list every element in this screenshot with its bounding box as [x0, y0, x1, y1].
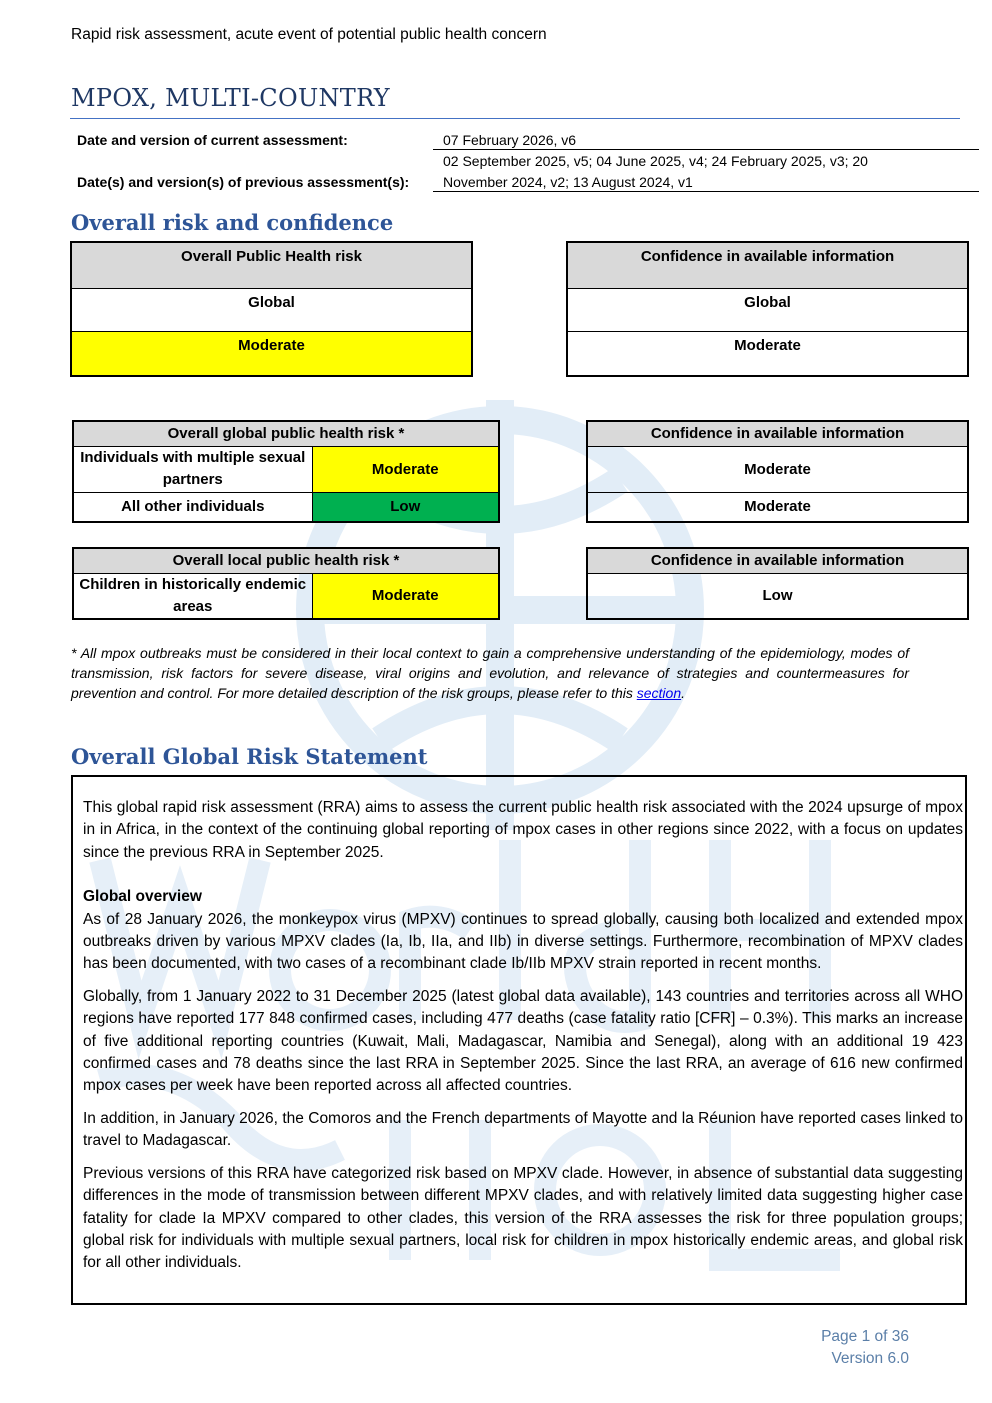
section-link[interactable]: section	[636, 685, 682, 701]
global-risk-statement-heading: Overall Global Risk Statement	[71, 744, 428, 769]
statement-paragraph: Globally, from 1 January 2022 to 31 December 2025 (latest global data available), 143 countries and territories across all WHO regions have reported 177 848 confirmed cases, including 477 deaths (case fatality ratio [CFR] – 0.3%). This marks an increase of five additional reporting countries (Kuwait, Mali, Madagascar, Namibia and Senegal), along with an additional 19 423 confirmed cases and 78 deaths since the last RRA in September 2025. Since the last RRA, an average of 616 new confirmed mpox cases per week have been reported across all affected countries.	[83, 987, 963, 1095]
footnote-text: * All mpox outbreaks must be considered in their local context to gain a comprehensive understanding of the epidemiology, modes of transmission, risk factors for severe disease, viral origins and evolution, and relevance of strategies and countermeasures for prevention and control. For more detailed description of the risk groups, please refer to this	[71, 645, 909, 701]
risk-level-cell: Moderate	[312, 446, 499, 492]
previous-assessment-label: Date(s) and version(s) of previous assessment(s):	[77, 174, 410, 190]
global-risk-header: Overall global public health risk *	[73, 421, 499, 446]
global-risk-table	[72, 420, 500, 523]
overall-confidence-level: Moderate	[567, 331, 968, 376]
overall-confidence-scope: Global	[567, 288, 968, 331]
statement-paragraph: As of 28 January 2026, the monkeypox virus (MPXV) continues to spread globally, causing both localized and extended mpox outbreaks driven by various MPXV clades (Ia, Ib, IIa, and IIb) in diverse settings. Furthermore, recombination of MPXV clades has been documented, with two cases of a recombinant clade Ib/IIb MPXV strain reported in recent months.	[83, 910, 963, 973]
global-confidence-header: Confidence in available information	[587, 421, 968, 446]
risk-level-cell: Moderate	[312, 573, 499, 619]
current-assessment-label: Date and version of current assessment:	[77, 132, 348, 148]
overall-confidence-header: Confidence in available information	[567, 242, 968, 288]
risk-level-cell: Low	[312, 492, 499, 522]
risk-statement-body	[83, 797, 963, 1285]
overall-confidence-table	[566, 241, 969, 377]
statement-intro: This global rapid risk assessment (RRA) aims to assess the current public health risk associated with the 2024 upsurge of mpox in in Africa, in the context of the continuing global reporting of mpox cases in other regions since 2022, with a focus on updates since the previous RRA in September 2025.	[83, 799, 963, 861]
confidence-level-cell: Moderate	[587, 492, 968, 522]
current-assessment-value: 07 February 2026, v6	[433, 132, 979, 150]
overall-risk-heading: Overall risk and confidence	[71, 210, 394, 235]
document-title: MPOX, MULTI-COUNTRY	[71, 84, 390, 112]
statement-paragraph: In addition, in January 2026, the Comoros and the French departments of Mayotte and la Réunion have reported cases linked to travel to Madagascar.	[83, 1109, 963, 1150]
local-confidence-table	[586, 547, 969, 620]
running-header: Rapid risk assessment, acute event of potential public health concern	[71, 26, 547, 43]
overall-risk-scope: Global	[71, 288, 472, 331]
title-divider	[70, 118, 960, 119]
overall-risk-header: Overall Public Health risk	[71, 242, 472, 288]
confidence-level-cell: Moderate	[587, 446, 968, 492]
page-number: Page 1 of 36	[821, 1328, 909, 1345]
statement-paragraph: Previous versions of this RRA have categorized risk based on MPXV clade. However, in absence of substantial data suggesting differences in the mode of transmission between different MPXV clades, and with relatively limited data suggesting higher case fatality for clade Ia MPXV compared to other clades, this version of the RRA assesses the risk for three population groups; global risk for individuals with multiple sexual partners, local risk for children in mpox historically endemic areas, and global risk for all other individuals.	[83, 1164, 963, 1272]
risk-footnote	[71, 643, 909, 703]
risk-group-label	[73, 446, 312, 492]
risk-statement-box	[71, 775, 967, 1305]
previous-assessment-line2: November 2024, v2; 13 August 2024, v1	[433, 174, 979, 192]
overall-risk-table	[70, 241, 473, 377]
local-risk-table	[72, 547, 500, 620]
local-confidence-header: Confidence in available information	[587, 548, 968, 573]
risk-group-text: Individuals with multiple sexual partners	[80, 449, 306, 488]
version-number: Version 6.0	[831, 1350, 909, 1367]
risk-group-label: All other individuals	[73, 492, 312, 522]
risk-group-text: Children in historically endemic areas	[79, 575, 307, 615]
local-risk-header: Overall local public health risk *	[73, 548, 499, 573]
footnote-end: .	[681, 685, 685, 701]
overall-risk-level: Moderate	[71, 331, 472, 376]
global-confidence-table	[586, 420, 969, 523]
risk-group-label	[73, 573, 312, 619]
previous-assessment-line1: 02 September 2025, v5; 04 June 2025, v4; 24 February 2025, v3; 20	[443, 153, 868, 169]
confidence-level-cell: Low	[587, 573, 968, 619]
page-footer	[821, 1326, 909, 1370]
global-overview-subheading: Global overview	[83, 888, 202, 906]
